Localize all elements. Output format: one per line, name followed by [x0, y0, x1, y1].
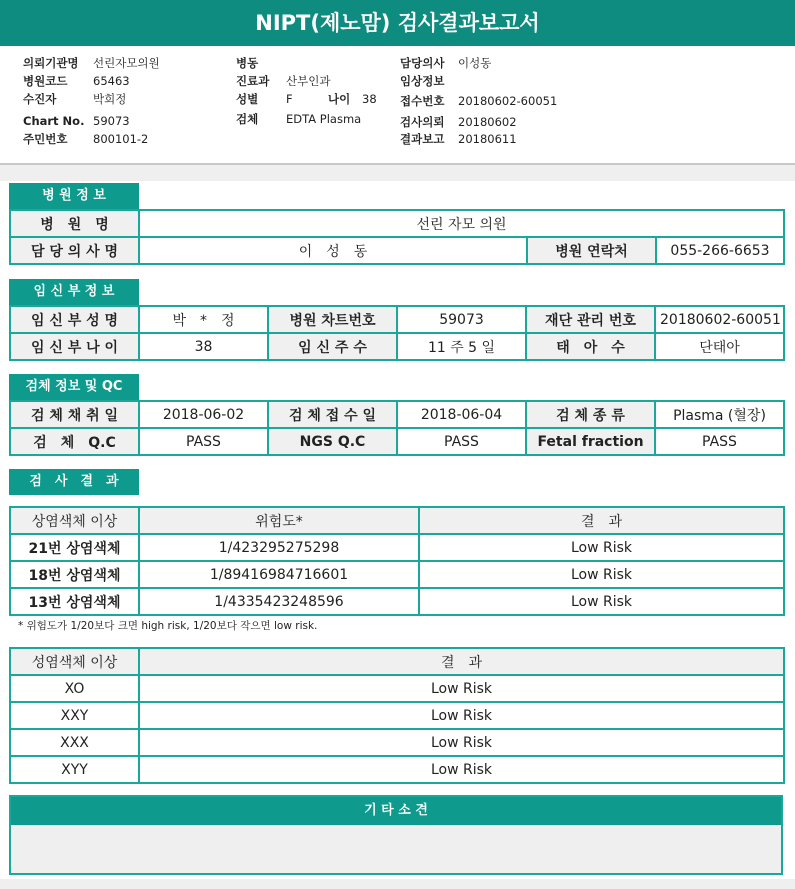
table-row	[10, 648, 784, 675]
specimen-qc-label: 검 체 Q.C	[10, 428, 139, 455]
header-specimen	[236, 110, 361, 128]
hospital-info-table	[9, 209, 785, 265]
risk-value: 1/423295275298	[139, 534, 419, 561]
fetus-count-value: 단태아	[655, 333, 784, 360]
table-row	[10, 401, 784, 428]
patient-value: 박희정	[93, 92, 127, 106]
autosome-results-table	[9, 506, 785, 616]
age-value: 38	[362, 92, 377, 106]
table-row	[10, 702, 784, 729]
pregnant-name-value: 박 * 정	[139, 306, 268, 333]
chart-no-label: Chart No.	[23, 114, 85, 128]
specimen-type-label: 검 체 종 류	[526, 401, 655, 428]
sex-label: 성별	[236, 92, 259, 106]
header-request-date	[400, 113, 517, 131]
hospital-code-value: 65463	[93, 74, 130, 88]
table-row	[10, 561, 784, 588]
header-ward	[236, 54, 286, 72]
gestation-weeks-value: 11 주 5 일	[397, 333, 526, 360]
specimen-label: 검체	[236, 112, 259, 126]
hospital-code-label: 병원코드	[23, 74, 68, 88]
mgmt-number-label: 재단 관리 번호	[526, 306, 655, 333]
other-remarks-box	[9, 795, 783, 875]
table-row	[10, 675, 784, 702]
other-remarks-content	[11, 825, 781, 837]
karyotype-name: XXY	[10, 702, 139, 729]
report-title: NIPT(제노맘) 검사결과보고서	[0, 0, 795, 46]
sex-result-header: 결 과	[139, 648, 784, 675]
contact-value: 055-266-6653	[656, 237, 784, 264]
age-label: 나이	[328, 92, 351, 106]
specimen-type-value: Plasma (혈장)	[655, 401, 784, 428]
receive-date-label: 검 체 접 수 일	[268, 401, 397, 428]
doctor-label: 담당의사	[400, 56, 445, 70]
ngs-qc-label: NGS Q.C	[268, 428, 397, 455]
header-sex-age	[236, 90, 377, 108]
contact-label: 병원 연락처	[527, 237, 656, 264]
result-value: Low Risk	[419, 588, 784, 615]
resident-no-value: 800101-2	[93, 132, 149, 146]
clinical-info-label: 임상정보	[400, 74, 445, 88]
table-row	[10, 729, 784, 756]
specimen-qc-value: PASS	[139, 428, 268, 455]
risk-footnote: * 위험도가 1/20보다 크면 high risk, 1/20보다 작으면 low risk.	[18, 620, 318, 632]
header-hospital-code	[23, 72, 130, 90]
result-value: Low Risk	[419, 534, 784, 561]
request-date-value: 20180602	[458, 115, 517, 129]
table-row	[10, 210, 784, 237]
fetal-fraction-value: PASS	[655, 428, 784, 455]
table-row	[10, 507, 784, 534]
doctor-name-value: 이 성 동	[139, 237, 527, 264]
department-value: 산부인과	[286, 74, 331, 88]
chart-number-label: 병원 차트번호	[268, 306, 397, 333]
mgmt-number-value: 20180602-60051	[655, 306, 784, 333]
table-row	[10, 756, 784, 783]
result-value: Low Risk	[419, 561, 784, 588]
specimen-info-tab: 검체 정보 및 QC	[9, 374, 139, 400]
result-value: Low Risk	[139, 729, 784, 756]
table-row	[10, 428, 784, 455]
header-report-date	[400, 130, 517, 148]
table-row	[10, 588, 784, 615]
hospital-info-tab: 병 원 정 보	[9, 183, 139, 209]
chromosome-name: 18번 상염색체	[10, 561, 139, 588]
result-value: Low Risk	[139, 756, 784, 783]
header-institution	[23, 54, 160, 72]
fetal-fraction-label: Fetal fraction	[526, 428, 655, 455]
report-date-value: 20180611	[458, 132, 517, 146]
result-value: Low Risk	[139, 702, 784, 729]
pregnant-info-tab: 임 신 부 정 보	[9, 279, 139, 305]
chart-number-value: 59073	[397, 306, 526, 333]
ngs-qc-value: PASS	[397, 428, 526, 455]
pregnant-age-label: 임 신 부 나 이	[10, 333, 139, 360]
sex-chromosome-header: 성염색체 이상	[10, 648, 139, 675]
sex-chromosome-table	[9, 647, 785, 784]
chromosome-name: 21번 상염색체	[10, 534, 139, 561]
autosome-header: 상염색체 이상	[10, 507, 139, 534]
pregnant-name-label: 임 신 부 성 명	[10, 306, 139, 333]
results-tab: 검 사 결 과	[9, 469, 139, 495]
header-doctor	[400, 54, 491, 72]
report-header	[0, 51, 795, 163]
collect-date-label: 검 체 채 취 일	[10, 401, 139, 428]
karyotype-name: XYY	[10, 756, 139, 783]
pregnant-age-value: 38	[139, 333, 268, 360]
result-header: 결 과	[419, 507, 784, 534]
patient-label: 수진자	[23, 92, 57, 106]
resident-no-label: 주민번호	[23, 132, 68, 146]
karyotype-name: XXX	[10, 729, 139, 756]
doctor-name-label: 담 당 의 사 명	[10, 237, 139, 264]
header-resident-no	[23, 130, 148, 148]
header-patient	[23, 90, 126, 108]
risk-value: 1/4335423248596	[139, 588, 419, 615]
fetus-count-label: 태 아 수	[526, 333, 655, 360]
risk-value: 1/89416984716601	[139, 561, 419, 588]
specimen-value: EDTA Plasma	[286, 112, 362, 126]
gray-band	[0, 165, 795, 181]
table-row	[10, 306, 784, 333]
receipt-no-label: 접수번호	[400, 94, 445, 108]
hospital-name-value: 선린 자모 의원	[139, 210, 784, 237]
header-receipt-no	[400, 92, 557, 110]
department-label: 진료과	[236, 74, 270, 88]
bottom-band	[0, 879, 795, 889]
hospital-name-label: 병 원 명	[10, 210, 139, 237]
result-value: Low Risk	[139, 675, 784, 702]
collect-date-value: 2018-06-02	[139, 401, 268, 428]
header-chart-no	[23, 112, 130, 130]
institution-label: 의뢰기관명	[23, 56, 79, 70]
specimen-info-table	[9, 400, 785, 456]
table-row	[10, 237, 784, 264]
request-date-label: 검사의뢰	[400, 115, 445, 129]
risk-header: 위험도*	[139, 507, 419, 534]
table-row	[10, 333, 784, 360]
report-date-label: 결과보고	[400, 132, 445, 146]
header-clinical-info	[400, 72, 458, 90]
institution-value: 선린자모의원	[93, 56, 160, 70]
header-department	[236, 72, 330, 90]
gestation-weeks-label: 임 신 주 수	[268, 333, 397, 360]
table-row	[10, 534, 784, 561]
doctor-value: 이성동	[458, 56, 492, 70]
receive-date-value: 2018-06-04	[397, 401, 526, 428]
karyotype-name: XO	[10, 675, 139, 702]
ward-label: 병동	[236, 56, 259, 70]
chromosome-name: 13번 상염색체	[10, 588, 139, 615]
receipt-no-value: 20180602-60051	[458, 94, 558, 108]
chart-no-value: 59073	[93, 114, 130, 128]
other-remarks-title: 기 타 소 견	[11, 797, 781, 825]
pregnant-info-table	[9, 305, 785, 361]
sex-value: F	[286, 92, 293, 106]
